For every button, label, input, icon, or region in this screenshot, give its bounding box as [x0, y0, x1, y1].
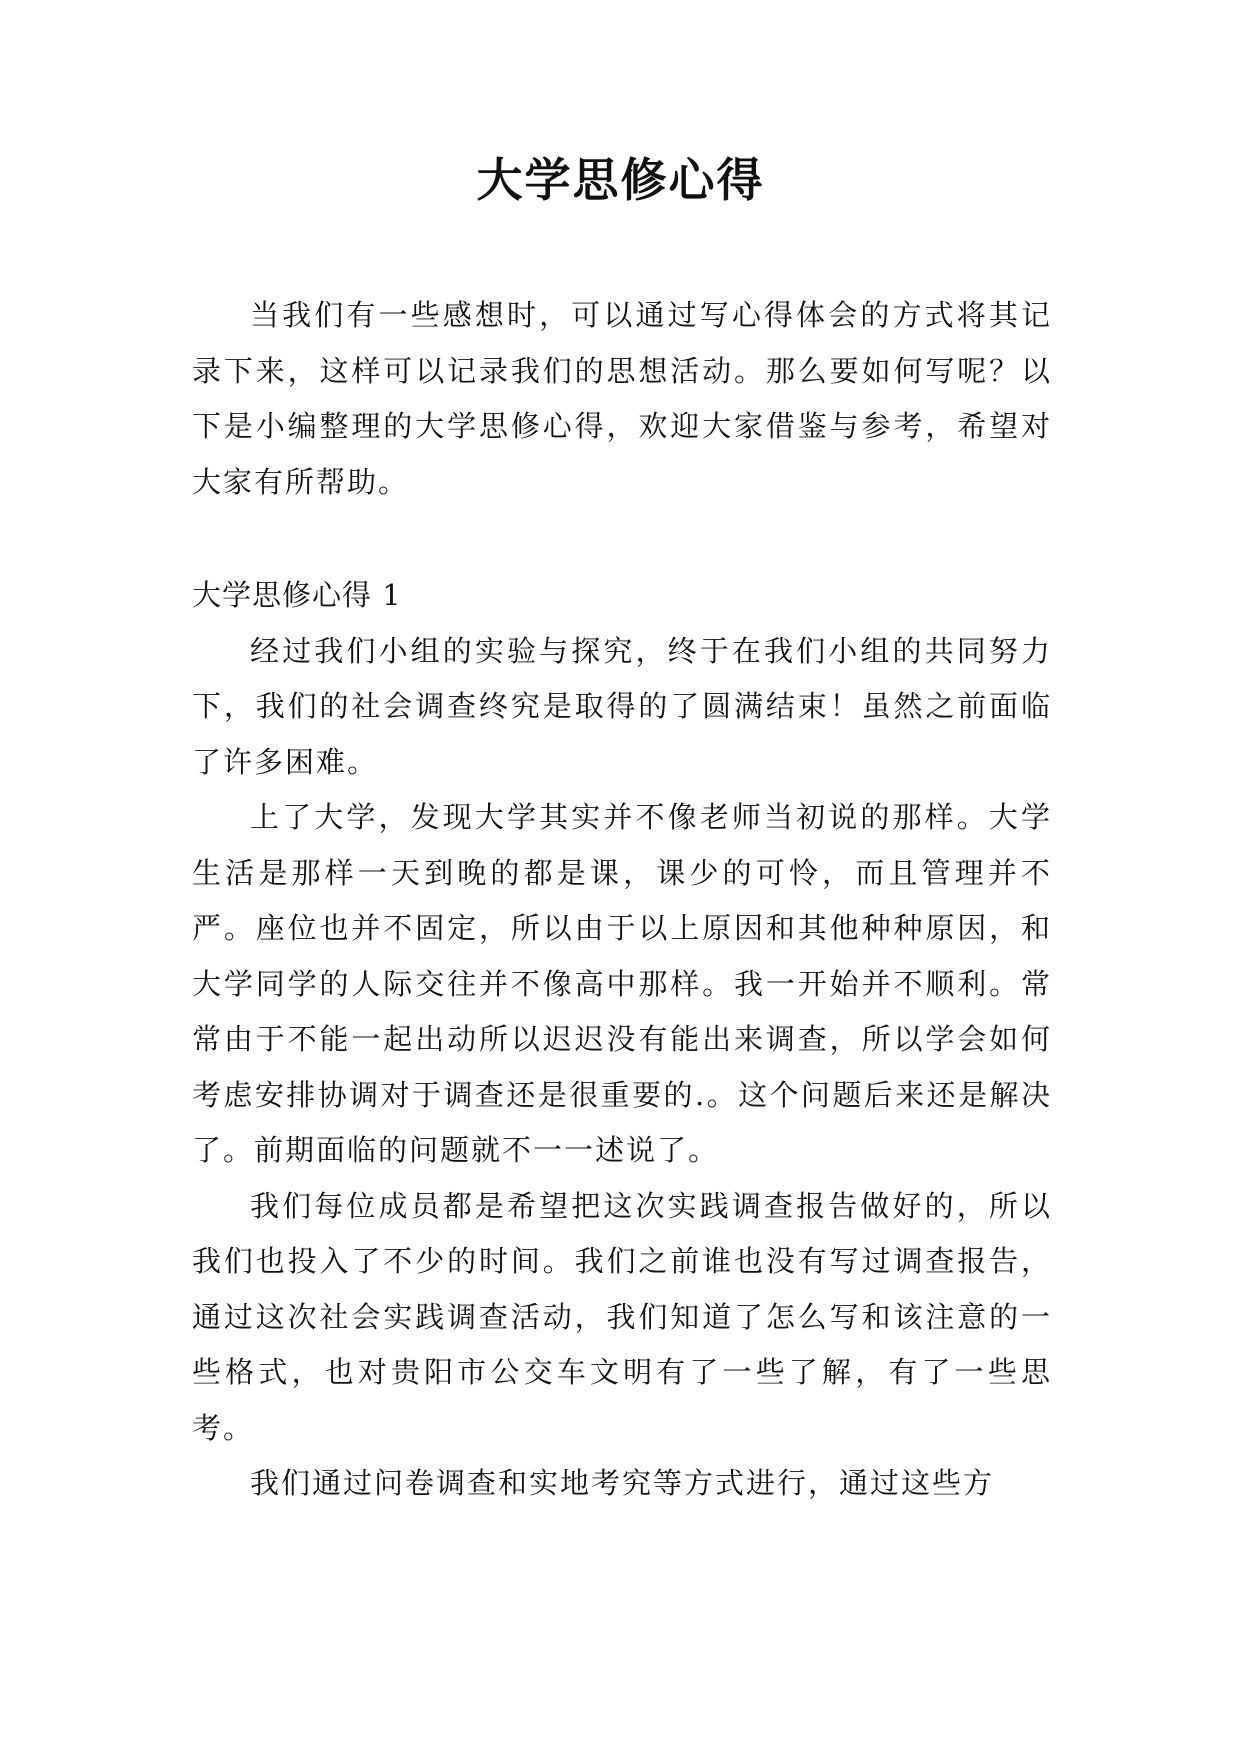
section-heading: 大学思修心得 1	[192, 578, 402, 612]
body-paragraph-1: 经过我们小组的实验与探究，终于在我们小组的共同努力下，我们的社会调查终究是取得的了圆满结束！虽然之前面临了许多困难。	[192, 633, 1052, 779]
body-paragraph-4: 我们通过问卷调查和实地考究等方式进行，通过这些方	[250, 1466, 995, 1500]
body-paragraph-3: 我们每位成员都是希望把这次实践调查报告做好的，所以我们也投入了不少的时间。我们之前谁也没有写过调查报告，通过这次社会实践调查活动，我们知道了怎么写和该注意的一些格式，也对贵阳市公交车文明有了一些了解，有了一些思考。	[192, 1188, 1052, 1445]
document-title: 大学思修心得	[476, 153, 765, 207]
body-paragraph-2: 上了大学，发现大学其实并不像老师当初说的那样。大学生活是那样一天到晚的都是课，课少的可怜，而且管理并不严。座位也并不固定，所以由于以上原因和其他种种原因，和大学同学的人际交往并不像高中那样。我一开始并不顺利。常常由于不能一起出动所以迟迟没有能出来调查，所以学会如何考虑安排协调对于调查还是很重要的.。这个问题后来还是解决了。前期面临的问题就不一一述说了。	[192, 800, 1052, 1167]
intro-paragraph: 当我们有一些感想时，可以通过写心得体会的方式将其记录下来，这样可以记录我们的思想活动。那么要如何写呢？以下是小编整理的大学思修心得，欢迎大家借鉴与参考，希望对大家有所帮助。	[192, 298, 1052, 499]
document-body	[192, 288, 1052, 1512]
